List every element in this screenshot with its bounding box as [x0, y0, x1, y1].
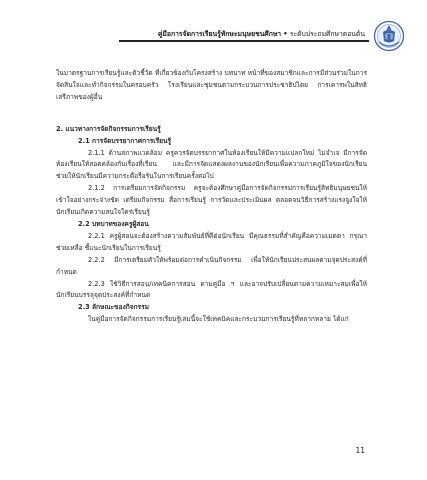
paragraph-2-3: ในคู่มือการจัดกิจกรรมการเรียนรู้เล่มนี้จะใช้เทคนิคและกระบวนการเรียนรู้ที่หลากหลาย ได้แก่ — [88, 315, 349, 324]
paragraph-2-2-3: 2.2.3 ใช้วิธีการสอน/เทคนิคการสอน ตามคู่มือ ฯ และอาจปรับเปลี่ยนตามความเหมาะสมเพื่อให้นักเรียนบรรลุจุดประสงค์ที่กำหนด — [56, 279, 367, 300]
section-2-1-heading: 2.1 การจัดบรรยากาศการเรียนรู้ — [78, 136, 172, 145]
header-title-bold: คู่มือการจัดการเรียนรู้ทักษะมนุษยชนศึกษา — [157, 30, 282, 38]
page-header — [35, 20, 405, 50]
paragraph-2-1-1: 2.1.1 ด้านสภาพแวดล้อม ครูควรจัดบรรยากาศในห้องเรียนให้มีความแปลกใหม่ ไม่จำเจ มีการจัดห้องเรียนให้สอดคล้องกับเรื่องที่เรียน และมีการจัดแสดงผลงานของนักเรียนเพื่อความภาคภูมิใจของนักเรียน ช่วยให้นักเรียนมีความกระตือรือร้นในการเรียนครั้งต่อไป — [56, 148, 367, 181]
header-title: คู่มือการจัดการเรียนรู้ทักษะมนุษยชนศึกษา • ระดับประถมศึกษาตอนต้น — [157, 30, 365, 38]
section-2-3-heading: 2.3 ลักษณะของกิจกรรม — [78, 303, 149, 312]
paragraph-2-1-2: 2.1.2 การเตรียมการจัดกิจกรรม ครูจะต้องศึกษาคู่มือการจัดกิจกรรมการเรียนรู้สิทธิมนุษยชนให้เข้าใจอย่างกระจ่างชัด เตรียมกิจกรรม สื่อการเรียนรู้ การวัดและประเมินผล ตลอดจนวิธีการสร้างแรงจูงใจให้นักเรียนเกิดความสนใจใคร่เรียนรู้ — [56, 184, 367, 217]
section-2-2-heading: 2.2 บทบาทของครูผู้สอน — [78, 219, 149, 228]
document-body — [56, 68, 367, 326]
paragraph-2-2-2: 2.2.2 มีการเตรียมตัวให้พร้อมต่อการดำเนินกิจกรรม เพื่อให้นักเรียนประสบผลตามจุดประสงค์ที่กำหนด — [56, 255, 367, 276]
paragraph-2-2-1: 2.2.1 ครูผู้สอนจะต้องสร้างความสัมพันธ์ที่ดีต่อนักเรียน มีคุณธรรมที่สำคัญคือความเมตตา กรุณา ช่วยเหลือ ชี้แนะนักเรียนในการเรียนรู้ — [56, 231, 367, 252]
intro-paragraph: ในมาตรฐานการเรียนรู้และตัวชี้วัด ที่เกี่ยวข้องกับโครงสร้าง บทบาท หน้าที่ของสมาชิกและการมีส่วนร่วมในการจัดสินใจและทำกิจกรรมในครอบครัว โรงเรียนและชุมชนตามกระบวนการประชาธิปไตย การเคารพในสิทธิ เสรีภาพของผู้อื่น — [56, 69, 367, 101]
page-number: 11 — [355, 446, 365, 455]
section-2-heading: 2. แนวทางการจัดกิจกรรมการเรียนรู้ — [56, 124, 161, 133]
institution-logo — [373, 20, 405, 52]
header-title-rest: ระดับประถมศึกษาตอนต้น — [287, 30, 365, 38]
header-rule — [119, 40, 369, 42]
